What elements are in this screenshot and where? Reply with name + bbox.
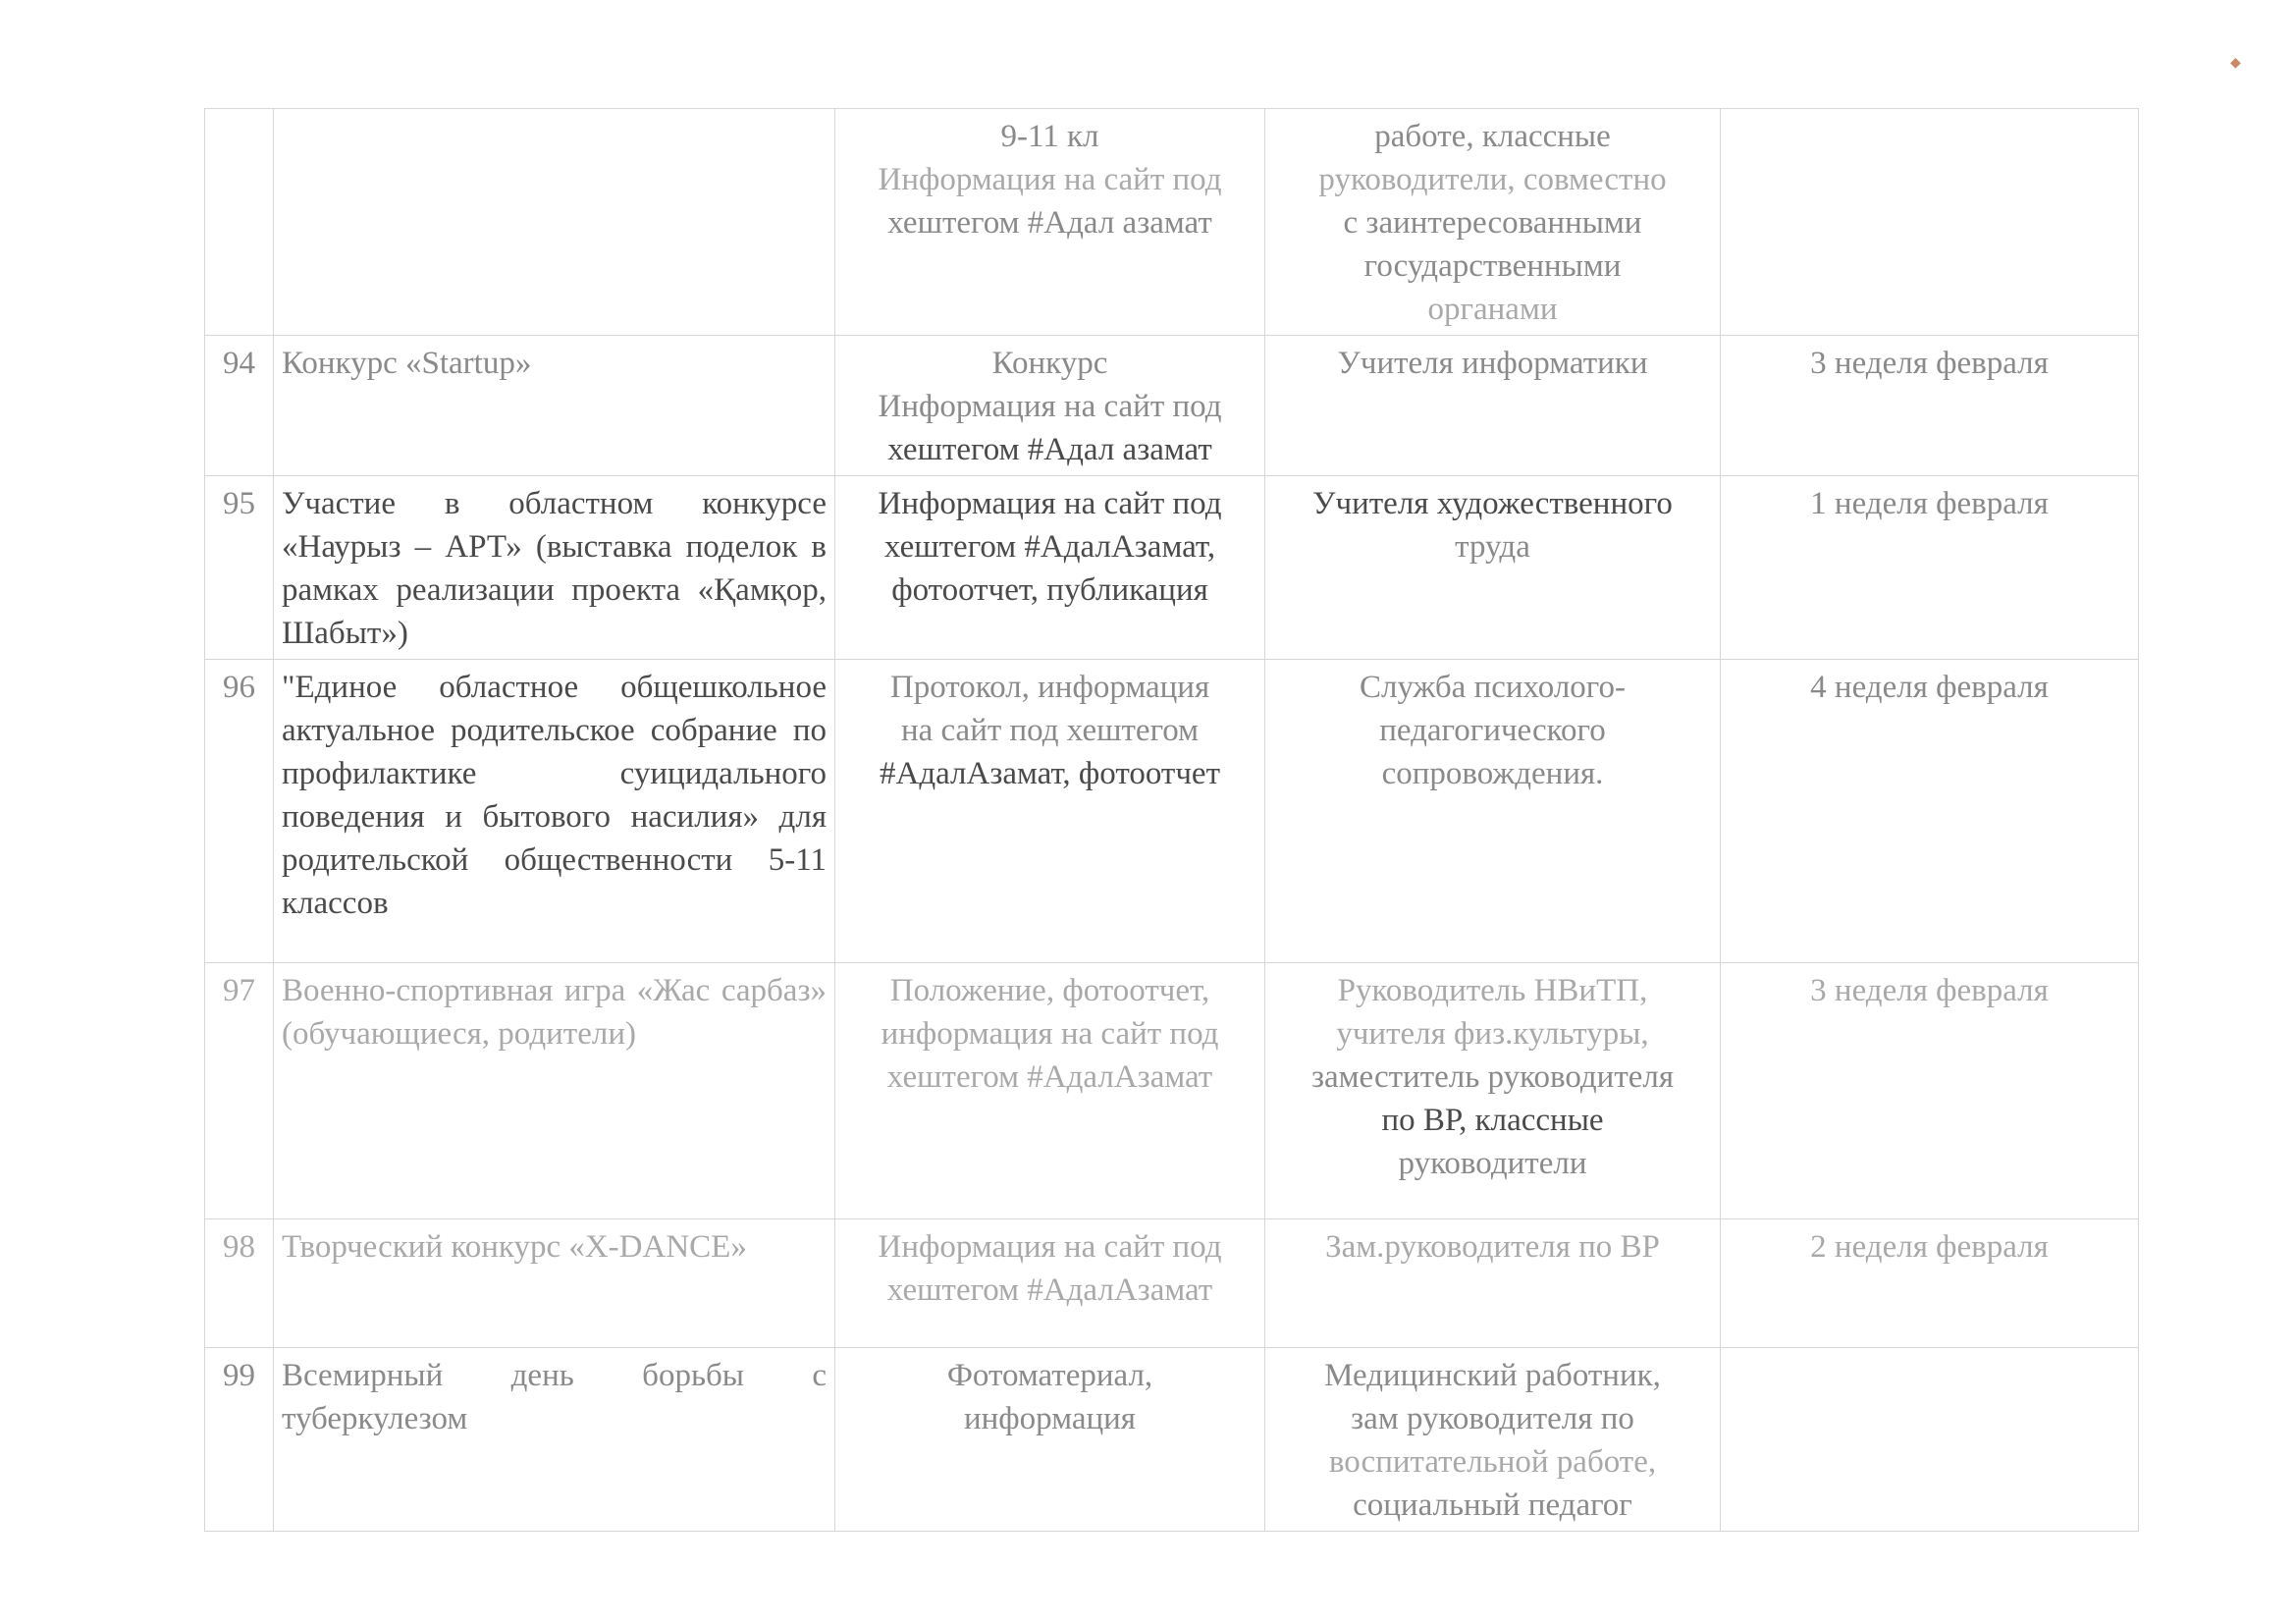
- form-line: хештегом #Адал азамат: [887, 205, 1212, 241]
- responsible-cell: [1265, 336, 1721, 476]
- table-row: [205, 109, 2139, 336]
- date-cell: 3 неделя февраля: [1721, 963, 2139, 1219]
- responsible-line: руководители, совместно: [1318, 162, 1667, 197]
- responsible-cell: [1265, 660, 1721, 963]
- form-line: #АдалАзамат, фотоотчет: [879, 756, 1220, 791]
- responsible-line: педагогического: [1379, 713, 1606, 748]
- event-cell: Творческий конкурс «X-DANCE»: [274, 1219, 835, 1348]
- form-line: 9-11 кл: [1000, 119, 1099, 154]
- completion-form-cell: [835, 963, 1265, 1219]
- responsible-line: Служба психолого-: [1359, 670, 1627, 705]
- form-line: хештегом #Адал азамат: [887, 432, 1212, 467]
- responsible-line: зам руководителя по: [1351, 1401, 1634, 1436]
- responsible-line: воспитательной работе,: [1328, 1444, 1657, 1480]
- responsible-line: государственными: [1363, 248, 1622, 284]
- date-cell: [1721, 1348, 2139, 1532]
- events-plan-table: [204, 108, 2139, 1532]
- completion-form-cell: [835, 476, 1265, 660]
- responsible-line: учителя физ.культуры,: [1336, 1016, 1649, 1052]
- row-number: 98: [205, 1219, 274, 1348]
- responsible-line: руководители: [1398, 1146, 1587, 1181]
- responsible-cell: [1265, 476, 1721, 660]
- event-cell: Конкурс «Startup»: [274, 336, 835, 476]
- row-number: 99: [205, 1348, 274, 1532]
- row-number: 95: [205, 476, 274, 660]
- row-number: 97: [205, 963, 274, 1219]
- responsible-line: Учителя информатики: [1337, 346, 1648, 381]
- responsible-cell: [1265, 1348, 1721, 1532]
- responsible-line: социальный педагог: [1353, 1488, 1632, 1523]
- responsible-cell: [1265, 963, 1721, 1219]
- form-line: хештегом #АдалАзамат,: [883, 529, 1216, 565]
- responsible-line: Медицинский работник,: [1324, 1358, 1661, 1393]
- table-row: [205, 1348, 2139, 1532]
- responsible-line: по ВР, классные: [1381, 1103, 1604, 1138]
- form-line: Положение, фотоотчет,: [889, 973, 1210, 1008]
- responsible-cell: [1265, 1219, 1721, 1348]
- form-line: фотоотчет, публикация: [891, 572, 1208, 608]
- responsible-line: заместитель руководителя: [1310, 1059, 1675, 1095]
- event-cell: "Единое областное общешкольное актуальное родительское собрание по профилактике суицидального поведения и бытового насилия» для родительской общественности 5-11 классов: [274, 660, 835, 963]
- form-line: информация на сайт под: [881, 1016, 1219, 1052]
- form-line: Фотоматериал,: [946, 1358, 1153, 1393]
- responsible-line: Руководитель НВиТП,: [1337, 973, 1648, 1008]
- table-row: [205, 336, 2139, 476]
- row-number: 94: [205, 336, 274, 476]
- corner-mark-icon: ◆: [2230, 56, 2241, 71]
- form-line: хештегом #АдалАзамат: [886, 1059, 1213, 1095]
- completion-form-cell: [835, 1219, 1265, 1348]
- event-cell: Военно-спортивная игра «Жас сарбаз» (обучающиеся, родители): [274, 963, 835, 1219]
- event-cell: [274, 109, 835, 336]
- date-cell: 1 неделя февраля: [1721, 476, 2139, 660]
- row-number: 96: [205, 660, 274, 963]
- responsible-line: работе, классные: [1374, 119, 1611, 154]
- table-row: [205, 476, 2139, 660]
- form-line: Информация на сайт под: [878, 162, 1222, 197]
- form-line: информация: [963, 1401, 1136, 1436]
- date-cell: 3 неделя февраля: [1721, 336, 2139, 476]
- completion-form-cell: [835, 336, 1265, 476]
- date-cell: 4 неделя февраля: [1721, 660, 2139, 963]
- responsible-line: Учителя художественного: [1312, 486, 1673, 521]
- form-line: Протокол, информация: [889, 670, 1210, 705]
- completion-form-cell: [835, 660, 1265, 963]
- responsible-line: труда: [1455, 529, 1530, 565]
- responsible-line: сопровождения.: [1381, 756, 1604, 791]
- responsible-line: органами: [1427, 292, 1558, 327]
- responsible-line: Зам.руководителя по ВР: [1325, 1229, 1660, 1265]
- form-line: Конкурс: [991, 346, 1108, 381]
- row-number: [205, 109, 274, 336]
- form-line: на сайт под хештегом: [900, 713, 1200, 748]
- completion-form-cell: [835, 1348, 1265, 1532]
- event-cell: Всемирный день борьбы с туберкулезом: [274, 1348, 835, 1532]
- completion-form-cell: [835, 109, 1265, 336]
- table-row: [205, 963, 2139, 1219]
- responsible-cell: [1265, 109, 1721, 336]
- form-line: Информация на сайт под: [878, 486, 1222, 521]
- table-row: [205, 660, 2139, 963]
- responsible-line: с заинтересованными: [1343, 205, 1642, 241]
- date-cell: [1721, 109, 2139, 336]
- form-line: Информация на сайт под: [878, 389, 1222, 424]
- table-row: [205, 1219, 2139, 1348]
- event-cell: Участие в областном конкурсе «Наурыз – АРТ» (выставка поделок в рамках реализации проекта «Қамқор, Шабыт»): [274, 476, 835, 660]
- date-cell: 2 неделя февраля: [1721, 1219, 2139, 1348]
- form-line: Информация на сайт под: [878, 1229, 1222, 1265]
- form-line: хештегом #АдалАзамат: [886, 1272, 1213, 1308]
